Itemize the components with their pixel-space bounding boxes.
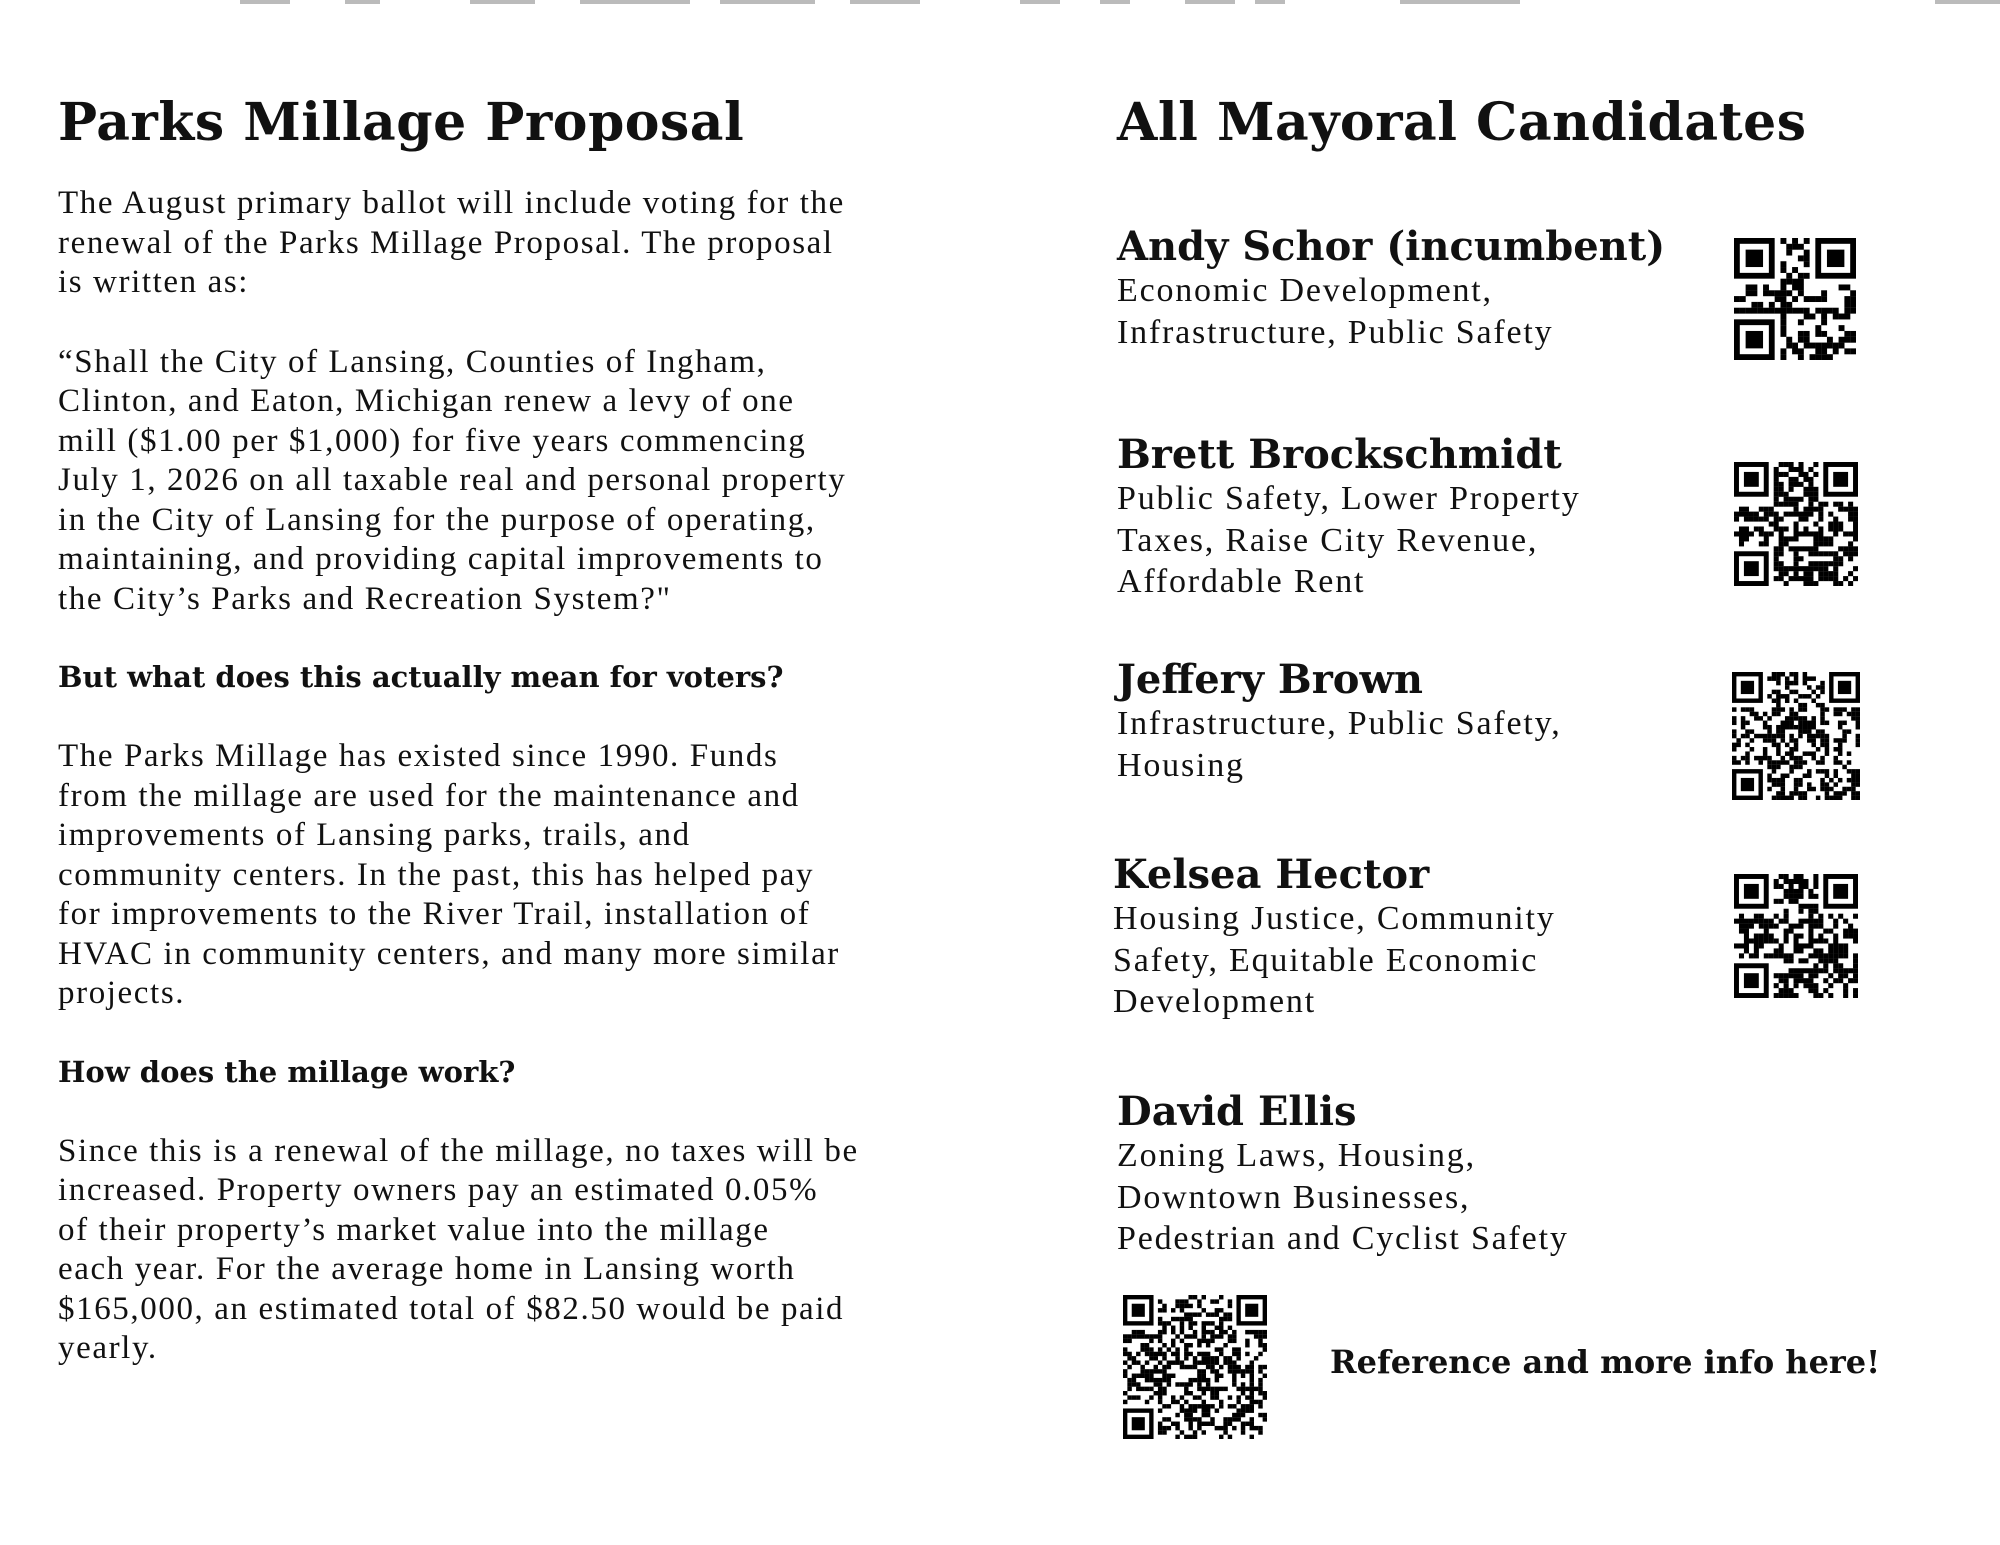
- qr-code-icon[interactable]: [1123, 1295, 1267, 1439]
- mayoral-candidates-section: [1113, 92, 1967, 1381]
- voter-meaning-question: But what does this actually mean for voters?: [58, 660, 784, 694]
- parks-millage-ballot-language: “Shall the City of Lansing, Counties of Ingham, Clinton, and Eaton, Michigan renew a levy of one mill ($1.00 per $1,000) for five years commencing July 1, 2026 on all taxable real and personal property in the City of Lansing for the purpose of operating, maintaining, and providing capital improvements to the City’s Parks and Recreation System?": [58, 343, 847, 617]
- parks-millage-title: Parks Millage Proposal: [58, 92, 745, 153]
- voter-meaning-answer: The Parks Millage has existed since 1990. Funds from the millage are used for the maintenance and improvements of Lansing parks, trails, and community centers. In the past, this has helped pay for improvements to the River Trail, installation of HVAC in community centers, and many more similar projects.: [58, 738, 840, 1011]
- candidate-issues: Economic Development, Infrastructure, Public Safety: [1117, 272, 1554, 351]
- candidate-name: Kelsea Hector: [1113, 851, 1430, 898]
- qr-code-icon[interactable]: [1734, 238, 1856, 360]
- qr-code-icon[interactable]: [1734, 462, 1858, 586]
- millage-how-answer: Since this is a renewal of the millage, no taxes will be increased. Property owners pay an estimated 0.05% of their property’s market value into the millage each year. For the average home in Lansing worth $165,000, an estimated total of $82.50 would be paid yearly.: [58, 1132, 859, 1366]
- qr-code-icon[interactable]: [1732, 672, 1860, 800]
- mayoral-candidates-title: All Mayoral Candidates: [1117, 92, 1807, 153]
- candidate-name: David Ellis: [1117, 1088, 1357, 1135]
- reference-link-label[interactable]: Reference and more info here!: [1330, 1343, 1881, 1381]
- candidate-david-ellis: [1117, 1089, 1967, 1260]
- qr-code-icon[interactable]: [1734, 874, 1858, 998]
- parks-millage-section: [58, 92, 958, 1369]
- candidate-name: Brett Brockschmidt: [1117, 431, 1562, 478]
- candidate-name: Jeffery Brown: [1117, 656, 1423, 703]
- millage-how-question: How does the millage work?: [58, 1054, 516, 1089]
- parks-millage-intro: The August primary ballot will include voting for the renewal of the Parks Millage Proposal. The proposal is written as:: [58, 185, 845, 300]
- candidate-issues: Zoning Laws, Housing, Downtown Businesses, Pedestrian and Cyclist Safety: [1117, 1137, 1569, 1257]
- candidate-issues: Housing Justice, Community Safety, Equitable Economic Development: [1113, 900, 1556, 1020]
- candidate-name: Andy Schor (incumbent): [1117, 223, 1666, 270]
- candidate-issues: Public Safety, Lower Property Taxes, Raise City Revenue, Affordable Rent: [1117, 480, 1581, 600]
- candidate-issues: Infrastructure, Public Safety, Housing: [1117, 705, 1562, 784]
- clipped-header-strip: [0, 0, 2000, 8]
